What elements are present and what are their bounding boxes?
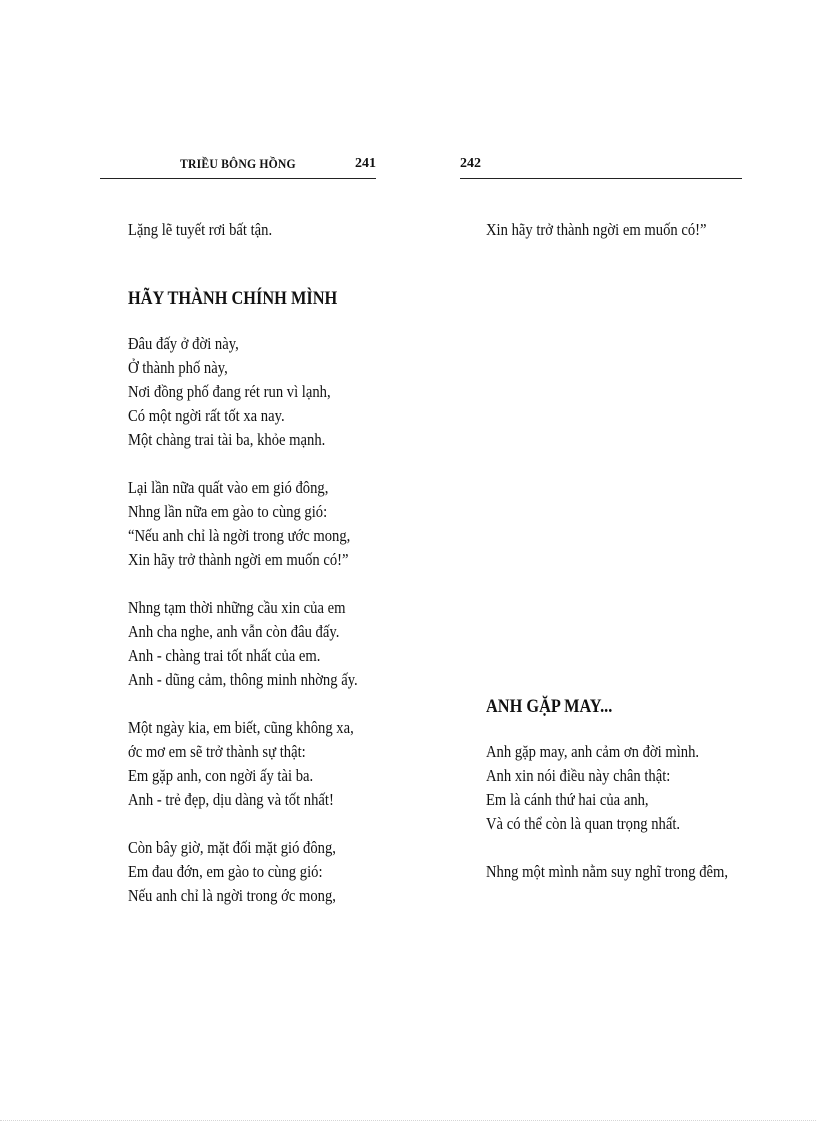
stanza — [128, 476, 388, 572]
right-page — [408, 0, 816, 1123]
page-bottom-edge — [0, 1120, 816, 1122]
poem-line: Và có thể còn là quan trọng nhất. — [486, 814, 681, 833]
poem-line: Xin hãy trở thành ngời em muốn có!” — [486, 220, 707, 239]
poem-line: Anh - trẻ đẹp, dịu dàng và tốt nhất! — [128, 790, 334, 809]
poem-line: Anh xin nói điều này chân thật: — [486, 766, 671, 785]
poem-line: Đâu đấy ở đời này, — [128, 334, 239, 353]
poem-line: Lặng lẽ tuyết rơi bất tận. — [128, 220, 273, 239]
right-page-header — [460, 156, 742, 179]
stanza — [486, 860, 786, 884]
right-page-body — [486, 218, 786, 908]
poem-line: Một ngày kia, em biết, cũng không xa, — [128, 718, 354, 737]
continued-stanza — [128, 218, 388, 242]
stanza — [128, 716, 388, 812]
stanza — [128, 332, 388, 452]
poem-line: Còn bây giờ, mặt đối mặt gió đông, — [128, 838, 336, 857]
poem-line: Em gặp anh, con ngời ấy tài ba. — [128, 766, 314, 785]
poem-line: Anh cha nghe, anh vẫn còn đâu đấy. — [128, 622, 340, 641]
poem-line: Nơi đồng phố đang rét run vì lạnh, — [128, 382, 331, 401]
poem-line: “Nếu anh chỉ là ngời trong ước mong, — [128, 526, 351, 545]
continued-stanza — [486, 218, 786, 242]
stanza — [486, 740, 786, 836]
poem-line: Nếu anh chỉ là ngời trong ớc mong, — [128, 886, 336, 905]
poem-line: Một chàng trai tài ba, khỏe mạnh. — [128, 430, 326, 449]
poem-line: Nhng một mình nằm suy nghĩ trong đêm, — [486, 862, 729, 881]
left-page-body — [128, 218, 388, 932]
poem-line: Anh - dũng cảm, thông minh nhờng ấy. — [128, 670, 358, 689]
poem-line: Lại lần nữa quất vào em gió đông, — [128, 478, 329, 497]
poem-line: Có một ngời rất tốt xa nay. — [128, 406, 285, 425]
poem-line: Anh - chàng trai tốt nhất của em. — [128, 646, 321, 665]
poem-title: ANH GẶP MAY... — [486, 696, 613, 717]
stanza — [128, 836, 388, 908]
page-number-right: 242 — [460, 156, 481, 171]
poem-line: Anh gặp may, anh cảm ơn đời mình. — [486, 742, 700, 761]
poem-line: Nhng tạm thời những cầu xin của em — [128, 598, 346, 617]
running-title: TRIỀU BÔNG HỒNG — [180, 156, 296, 171]
page-number-left: 241 — [355, 156, 376, 171]
poem-line: Em đau đớn, em gào to cùng gió: — [128, 862, 323, 881]
poem-line: Xin hãy trở thành ngời em muốn có!” — [128, 550, 349, 569]
poem-line: ớc mơ em sẽ trở thành sự thật: — [128, 742, 306, 761]
poem-title: HÃY THÀNH CHÍNH MÌNH — [128, 288, 338, 309]
stanza — [128, 596, 388, 692]
left-page-header — [100, 156, 376, 179]
poem-line: Em là cánh thứ hai của anh, — [486, 790, 649, 809]
poem-line: Nhng lần nữa em gào to cùng gió: — [128, 502, 328, 521]
poem-line: Ở thành phố này, — [128, 358, 228, 377]
